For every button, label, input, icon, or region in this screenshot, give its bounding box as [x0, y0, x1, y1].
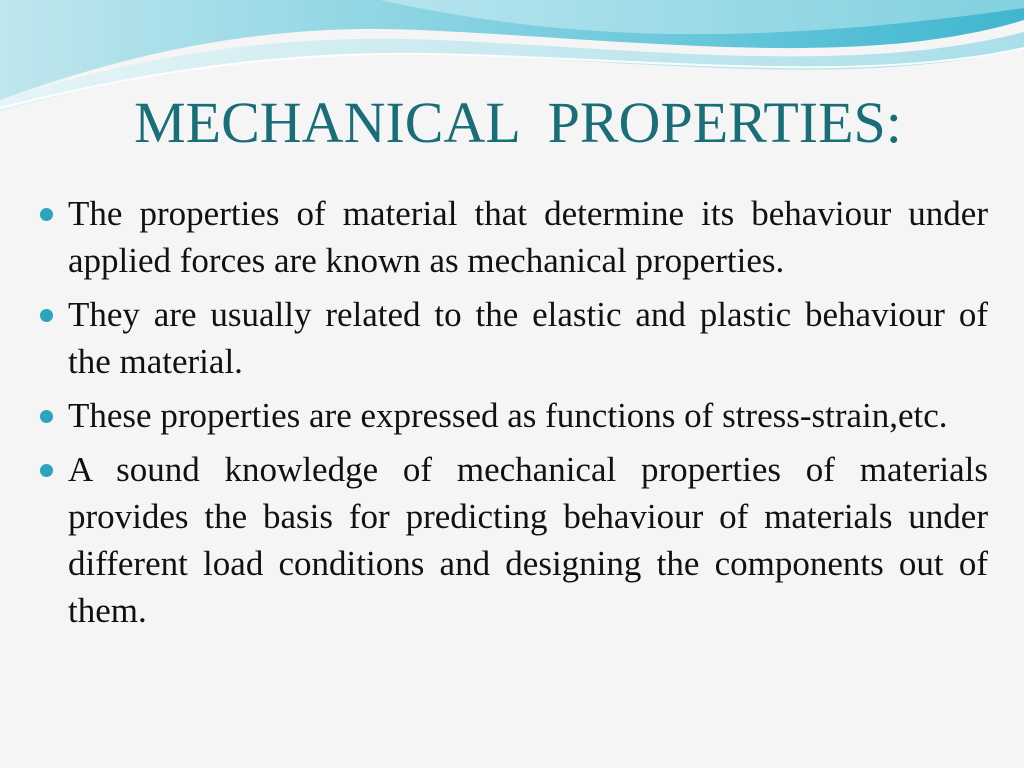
bullet-item	[36, 392, 988, 439]
bullet-item	[36, 190, 988, 284]
bullet-list	[36, 190, 988, 641]
bullet-dot-icon	[40, 208, 53, 221]
bullet-text: These properties are expressed as functions of stress-strain,etc.	[68, 396, 948, 435]
slide-title: MECHANICAL PROPERTIES:	[134, 90, 902, 155]
bullet-dot-icon	[40, 464, 53, 477]
bullet-text: The properties of material that determine its behaviour under applied forces are known as mechanical properties.	[68, 194, 988, 280]
bullet-dot-icon	[40, 309, 53, 322]
bullet-text: They are usually related to the elastic and plastic behaviour of the material.	[68, 295, 988, 381]
bullet-item	[36, 291, 988, 385]
bullet-item	[36, 446, 988, 634]
bullet-text: A sound knowledge of mechanical properties of materials provides the basis for predicting behaviour of materials under different load conditions and designing the components out of them.	[68, 450, 988, 630]
bullet-dot-icon	[40, 410, 53, 423]
